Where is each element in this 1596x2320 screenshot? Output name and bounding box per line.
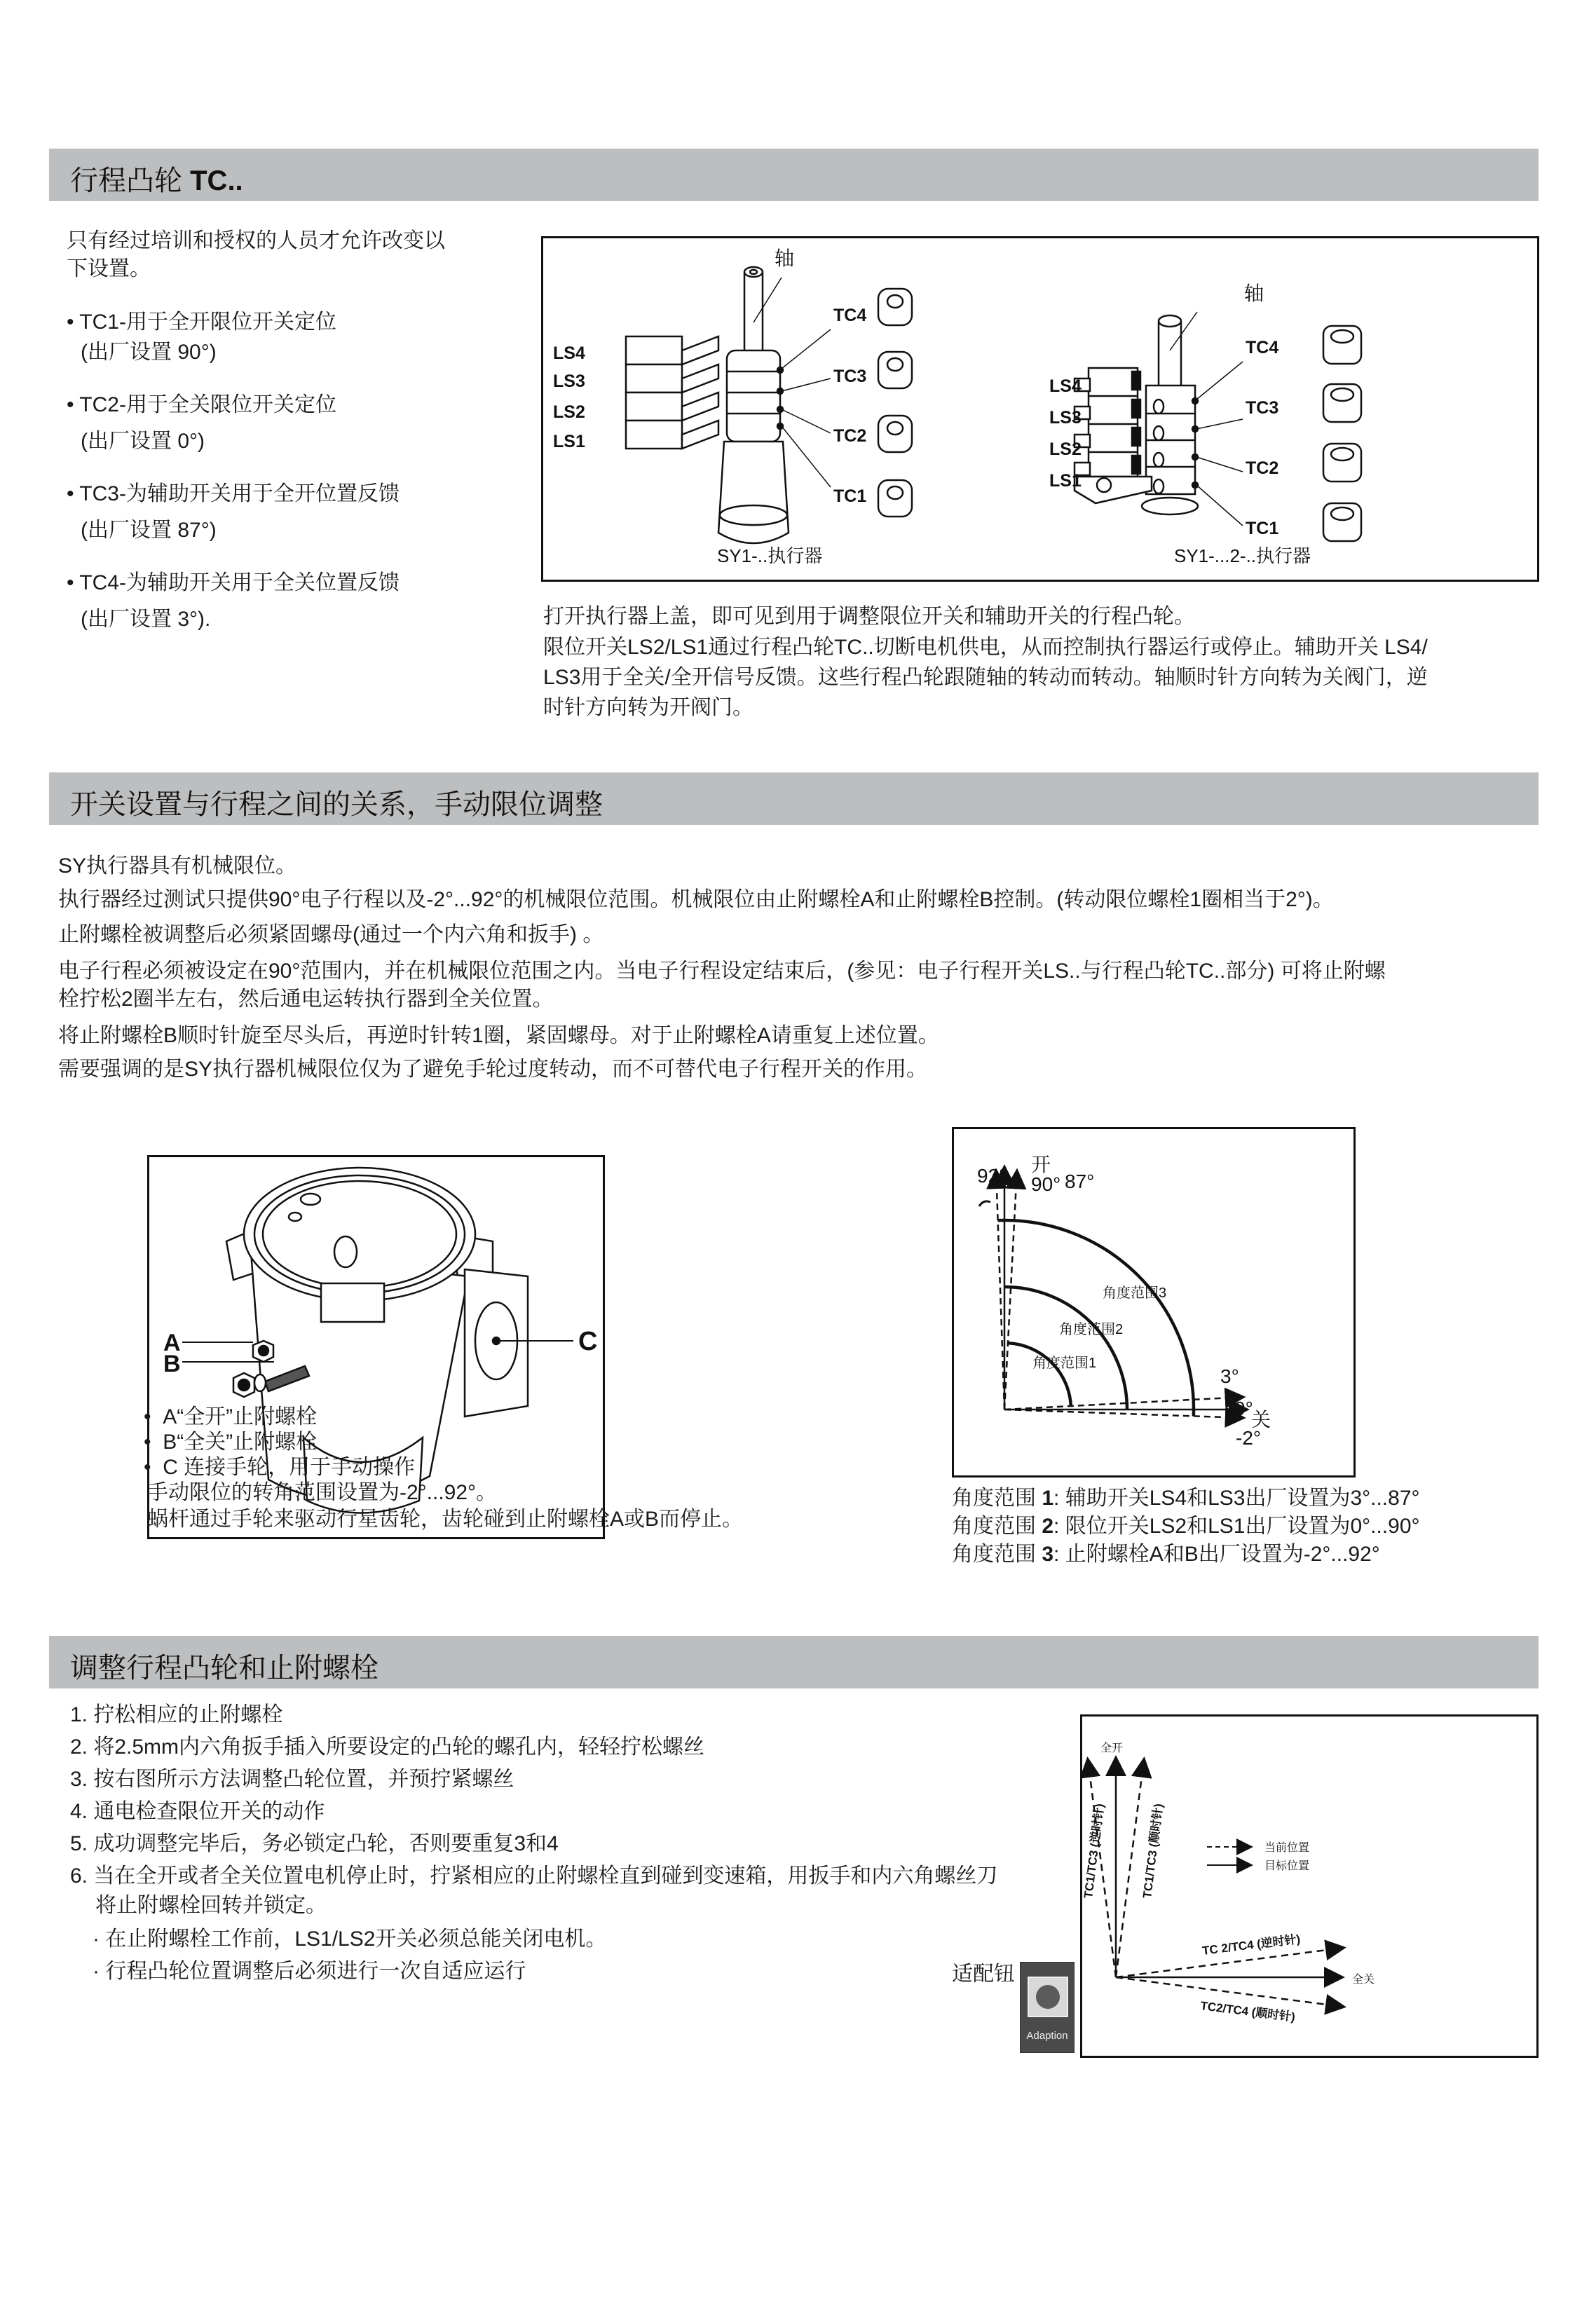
paragraph: 需要强调的是SY执行器机械限位仅为了避免手轮过度转动，而不可替代电子行程开关的作用。	[58, 1058, 928, 1081]
step: 5. 成功调整完毕后，务必锁定凸轮，否则要重复3和4	[70, 1832, 559, 1855]
angle-ray-92	[996, 1171, 1004, 1410]
legend-bullet: • C 连接手轮，用于手动操作	[144, 1456, 416, 1479]
paragraph: 将止附螺栓B顺时针旋至尽头后，再逆时针转1圈，紧固螺母。对于止附螺栓A请重复上述位置。	[58, 1024, 939, 1047]
angle-range-diagram	[952, 1127, 1356, 1478]
legend-bullet: • A“全开”止附螺栓	[144, 1405, 318, 1428]
cam-label: TC1	[833, 486, 867, 506]
tc24-cw-label: TC2/TC4 (顺时针)	[1199, 1999, 1296, 2024]
cam-item-setting: (出厂设置 90°)	[81, 341, 217, 364]
angle-svg	[954, 1129, 1353, 1475]
range-label-3: 角度范围3	[1103, 1285, 1167, 1301]
adaption-label: 适配钮	[952, 1963, 1015, 1986]
title-text: 行程凸轮	[70, 165, 182, 196]
legend-note: 手动限位的转角范围设置为-2°...92°。	[147, 1481, 498, 1504]
step: 2. 将2.5mm内六角扳手插入所要设定的凸轮的螺孔内，轻轻拧松螺丝	[70, 1735, 705, 1759]
angle-ray-3	[1004, 1397, 1243, 1410]
full-open-label: 全开	[1100, 1742, 1124, 1754]
description-line: 打开执行器上盖，即可见到用于调整限位开关和辅助开关的行程凸轮。	[543, 605, 1195, 628]
legend-target: 目标位置	[1264, 1860, 1310, 1872]
angle-arcs	[998, 1220, 1194, 1416]
tc13-ccw-label: TC1/TC3 (逆时针)	[1082, 1803, 1107, 1899]
cam-item: • TC3-为辅助开关用于全开位置反馈	[67, 482, 400, 505]
angle-label-87: 87°	[1065, 1171, 1095, 1192]
angle-label-90: 90°	[1031, 1173, 1061, 1195]
angle-range-arc-1	[1008, 1343, 1071, 1406]
description-line: 时针方向转为开阀门。	[543, 696, 753, 719]
figure-caption: SY1-...2-..执行器	[1174, 545, 1311, 566]
switch-label: LS2	[1049, 439, 1082, 459]
label-c: C	[578, 1327, 598, 1356]
switch-label: LS4	[1049, 376, 1082, 396]
intro-line-1: 只有经过培训和授权的人员才允许改变以	[67, 229, 445, 252]
cam-figure-box	[541, 236, 1539, 582]
paragraph: SY执行器具有机械限位。	[58, 854, 297, 878]
angle-ray-87	[1004, 1171, 1017, 1410]
description-line: LS3用于全关/全开信号反馈。这些行程凸轮跟随轴的转动而转动。轴顺时针方向转为关阀门，逆	[543, 666, 1428, 689]
close-label: 关	[1251, 1409, 1271, 1431]
range-label-1: 角度范围1	[1032, 1356, 1097, 1371]
switch-label: LS3	[1049, 408, 1082, 428]
limit-switch-stack-icon	[1075, 368, 1152, 503]
tc13-cw-label: TC1/TC3 (顺时针)	[1140, 1803, 1166, 1899]
section-title: 开关设置与行程之间的关系，手动限位调整	[70, 789, 603, 820]
angle-label-minus2: -2°	[1236, 1427, 1262, 1449]
cam-direction-svg	[1082, 1717, 1536, 2056]
cam-item-setting: (出厂设置 0°)	[81, 430, 205, 453]
section-header-switch-settings	[49, 772, 1539, 825]
section-title	[70, 158, 243, 198]
paragraph: 电子行程必须被设定在90°范围内，并在机械限位范围之内。当电子行程设定结束后，(参见：电子行程开关LS..与行程凸轮TC..部分) 可将止附螺	[58, 960, 1386, 983]
cam-direction-diagram	[1080, 1714, 1539, 2058]
range-legend-item: 角度范围 2: 限位开关LS2和LS1出厂设置为0°...90°	[952, 1515, 1420, 1538]
range-legend	[952, 1485, 1420, 1569]
adaption-button[interactable]	[1020, 1962, 1075, 2053]
adaption-button-text: Adaption	[1026, 2030, 1068, 2042]
legend-current: 当前位置	[1264, 1842, 1310, 1854]
label-b: B	[163, 1351, 181, 1377]
angle-range-arc-3	[998, 1220, 1194, 1416]
cam-item: • TC2-用于全关限位开关定位	[67, 393, 336, 416]
angle-label-0: 0°	[1234, 1398, 1253, 1419]
cam-label: TC3	[1246, 398, 1279, 418]
sy1-2-illustration	[1075, 312, 1361, 541]
cam-label: TC3	[833, 367, 867, 386]
full-close-label: 全关	[1352, 1974, 1375, 1986]
step: 1. 拧松相应的止附螺栓	[70, 1703, 283, 1726]
loose-cam-icons	[878, 289, 912, 517]
switch-label: LS1	[1049, 471, 1082, 491]
switch-label: LS3	[553, 371, 585, 391]
intro-line-2: 下设置。	[67, 257, 151, 280]
angle-label-3: 3°	[1220, 1365, 1239, 1387]
cam-label: TC2	[833, 426, 867, 446]
section-header-travel-cam	[49, 149, 1539, 201]
angle-range-arc-2	[1004, 1287, 1127, 1410]
figure-caption: SY1-..执行器	[717, 545, 823, 566]
angle-label-92: 92°	[977, 1165, 1007, 1187]
limit-switch-stack-icon	[626, 336, 718, 449]
legend-note: 蜗杆通过手轮来驱动行星齿轮，齿轮碰到止附螺栓A或B而停止。	[147, 1508, 744, 1531]
section-header-adjust-cams	[49, 1636, 1539, 1688]
cam-item: • TC4-为辅助开关用于全关位置反馈	[67, 571, 400, 594]
cam-item-setting: (出厂设置 3°).	[81, 608, 211, 631]
open-label: 开	[1031, 1154, 1051, 1175]
shaft-icon	[1159, 319, 1181, 396]
rotate-arrow-icon	[979, 1201, 990, 1206]
cam-label: TC4	[1246, 338, 1279, 357]
title-code: TC..	[190, 165, 243, 196]
actuator-body-icon	[718, 442, 789, 543]
paragraph: 执行器经过测试只提供90°电子行程以及-2°...92°的机械限位范围。机械限位由止附螺栓A和止附螺栓B控制。(转动限位螺栓1圈相当于2°)。	[58, 888, 1334, 911]
step: 6. 当在全开或者全关位置电机停止时，拧紧相应的止附螺栓直到碰到变速箱，用扳手和内六角螺丝刀	[70, 1864, 998, 1888]
description-line: 限位开关LS2/LS1通过行程凸轮TC..切断电机供电，从而控制执行器运行或停止。辅助开关 LS4/	[543, 636, 1428, 659]
switch-label: LS4	[553, 343, 585, 363]
loose-cam-icons	[1323, 326, 1361, 541]
sub-bullet: · 在止附螺栓工作前，LS1/LS2开关必须总能关闭电机。	[93, 1927, 607, 1951]
range-legend-item: 角度范围 3: 止附螺栓A和B出厂设置为-2°...92°	[952, 1543, 1380, 1566]
shaft-label: 轴	[1244, 282, 1264, 304]
label-a: A	[163, 1330, 181, 1356]
switch-label: LS1	[553, 432, 585, 451]
shaft-label: 轴	[775, 247, 795, 269]
step: 4. 通电检查限位开关的动作	[70, 1800, 325, 1823]
angle-ray-minus2	[1004, 1410, 1243, 1418]
paragraph: 止附螺栓被调整后必须紧固螺母(通过一个内六角和扳手) 。	[58, 923, 604, 946]
switch-label: LS2	[553, 402, 585, 422]
step-continuation: 将止附螺栓回转并锁定。	[95, 1894, 327, 1917]
cam-item: • TC1-用于全开限位开关定位	[67, 311, 336, 334]
sub-bullet: · 行程凸轮位置调整后必须进行一次自适应运行	[93, 1960, 526, 1983]
cam-label: TC2	[1246, 458, 1279, 478]
legend-bullet: • B“全关”止附螺栓	[144, 1431, 318, 1454]
tc13-cw-arrow	[1116, 1760, 1144, 1977]
cam-stack-icon	[727, 350, 780, 442]
button-housing	[1028, 1977, 1068, 2017]
cam-figure-svg	[543, 238, 1537, 580]
section-title: 调整行程凸轮和止附螺栓	[70, 1653, 378, 1684]
paragraph: 栓拧松2圈半左右，然后通电运转执行器到全关位置。	[58, 988, 554, 1011]
range-legend-item: 角度范围 1: 辅助开关LS4和LS3出厂设置为3°...87°	[952, 1487, 1420, 1510]
cam-label: TC4	[833, 306, 867, 325]
tc24-ccw-label: TC 2/TC4 (逆时针)	[1201, 1932, 1302, 1958]
range-label-2: 角度范围2	[1059, 1322, 1124, 1337]
cam-item-setting: (出厂设置 87°)	[81, 519, 217, 542]
step: 3. 按右图所示方法调整凸轮位置，并预拧紧螺丝	[70, 1768, 514, 1791]
sy1-illustration	[626, 267, 912, 543]
button-cap-icon	[1036, 1985, 1060, 2009]
cam-label: TC1	[1246, 519, 1279, 538]
